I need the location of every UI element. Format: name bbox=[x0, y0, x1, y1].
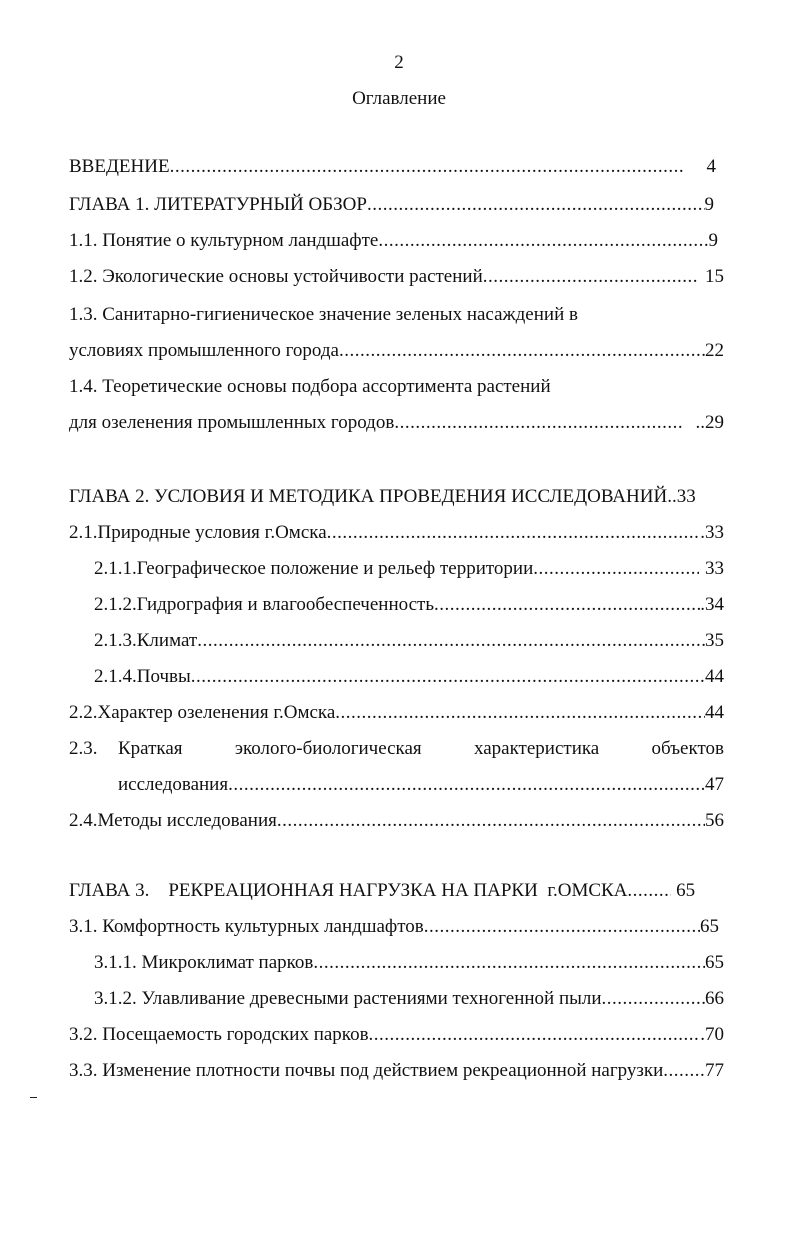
toc-number: 2.4. bbox=[69, 810, 98, 831]
leader-dots bbox=[313, 952, 705, 974]
leader-dots bbox=[602, 988, 705, 1010]
toc-page: 44 bbox=[705, 702, 724, 723]
toc-entry-3-1-2 bbox=[94, 988, 724, 1016]
leader-dots bbox=[197, 630, 705, 652]
toc-entry-2-4 bbox=[69, 810, 724, 838]
toc-page: 66 bbox=[705, 988, 724, 1009]
leader-dots bbox=[378, 230, 708, 252]
toc-entry-2-1 bbox=[69, 522, 724, 550]
leader-dots bbox=[483, 266, 699, 288]
toc-entry-1-2 bbox=[69, 266, 724, 294]
toc-label: 3.1. Комфортность культурных ландшафтов bbox=[69, 916, 424, 937]
leader-dots bbox=[228, 774, 705, 796]
toc-word: эколого-биологическая bbox=[234, 738, 422, 759]
toc-entry-2-1-2 bbox=[94, 594, 724, 622]
toc-title: Оглавление bbox=[352, 88, 446, 109]
toc-entry-chapter-2: ГЛАВА 2. УСЛОВИЯ И МЕТОДИКА ПРОВЕДЕНИЯ ИССЛЕДОВАНИЙ..33 bbox=[69, 486, 696, 507]
toc-label: Характер озеленения г.Омска bbox=[97, 702, 336, 723]
toc-page: 44 bbox=[705, 666, 724, 687]
toc-label: исследования bbox=[118, 774, 229, 795]
toc-label: 1.1. Понятие о культурном ландшафте bbox=[69, 230, 379, 251]
toc-label: ВВЕДЕНИЕ bbox=[69, 156, 170, 177]
leader-dots bbox=[335, 702, 705, 724]
toc-page: 77 bbox=[705, 1060, 724, 1081]
toc-label: 1.2. Экологические основы устойчивости растений bbox=[69, 266, 483, 287]
toc-page: 9 bbox=[704, 194, 714, 215]
toc-number: 2.3. bbox=[69, 738, 98, 759]
leader-dots bbox=[424, 916, 700, 938]
toc-label: Почвы bbox=[136, 666, 191, 687]
toc-label: 3.3. Изменение плотности почвы под действием рекреационной нагрузки bbox=[69, 1060, 664, 1081]
toc-entry-2-1-3 bbox=[94, 630, 724, 658]
toc-page: .33 bbox=[700, 522, 724, 543]
toc-entry-intro bbox=[69, 156, 724, 184]
toc-number: 2.1.4. bbox=[94, 666, 137, 687]
leader-dots bbox=[394, 412, 681, 434]
toc-number: 2.1.3. bbox=[94, 630, 137, 651]
leader-dots bbox=[627, 880, 671, 902]
toc-word: Краткая bbox=[118, 738, 183, 759]
toc-entry-chapter-3 bbox=[69, 880, 724, 908]
toc-entry-2-1-1 bbox=[94, 558, 724, 586]
leader-dots bbox=[533, 558, 699, 580]
toc-label: 3.1.2. Улавливание древесными растениями техногенной пыли bbox=[94, 988, 602, 1009]
toc-entry-3-2 bbox=[69, 1024, 724, 1052]
toc-label: ГЛАВА 1. ЛИТЕРАТУРНЫЙ ОБЗОР bbox=[69, 194, 367, 215]
toc-entry-1-1 bbox=[69, 230, 724, 258]
toc-number: 2.1.1. bbox=[94, 558, 137, 579]
scan-mark bbox=[30, 1097, 37, 1098]
toc-page: 65 bbox=[700, 916, 719, 937]
leader-dots bbox=[327, 522, 701, 544]
toc-page: .70 bbox=[700, 1024, 724, 1045]
leader-dots bbox=[434, 594, 700, 616]
toc-word: характеристика bbox=[473, 738, 600, 759]
toc-label: Методы исследования bbox=[97, 810, 277, 831]
toc-word: объектов bbox=[651, 738, 724, 759]
toc-entry-chapter-1 bbox=[69, 194, 724, 222]
leader-dots bbox=[369, 1024, 701, 1046]
toc-page: 65 bbox=[671, 880, 696, 901]
toc-number: 2.1.2. bbox=[94, 594, 137, 615]
toc-label: Климат bbox=[136, 630, 198, 651]
toc-label: условиях промышленного города bbox=[69, 340, 339, 361]
toc-number: 2.1. bbox=[69, 522, 98, 543]
toc-entry-2-3-line1 bbox=[69, 738, 724, 760]
toc-entry-3-1-1 bbox=[94, 952, 724, 980]
toc-page: 35 bbox=[705, 630, 724, 651]
toc-entry-3-3 bbox=[69, 1060, 724, 1088]
leader-dots bbox=[191, 666, 705, 688]
toc-page: 47 bbox=[705, 774, 724, 795]
leader-dots bbox=[663, 1060, 705, 1082]
toc-label: Гидрография и влагообеспеченность bbox=[136, 594, 434, 615]
leader-dots bbox=[170, 156, 685, 178]
leader-dots bbox=[277, 810, 705, 832]
toc-page: 56 bbox=[705, 810, 724, 831]
leader-dots bbox=[367, 194, 705, 216]
toc-page: 65 bbox=[705, 952, 724, 973]
toc-entry-2-3 bbox=[118, 774, 724, 802]
toc-label: ГЛАВА 3. РЕКРЕАЦИОННАЯ НАГРУЗКА НА ПАРКИ г.ОМСКА bbox=[69, 880, 628, 901]
toc-entry-2-2 bbox=[69, 702, 724, 730]
toc-page: 33 bbox=[705, 558, 724, 579]
toc-label: 3.1.1. Микроклимат парков bbox=[94, 952, 314, 973]
toc-entry-3-1 bbox=[69, 916, 719, 944]
toc-entry-1-4-line1: 1.4. Теоретические основы подбора ассортимента растений bbox=[69, 376, 551, 397]
toc-label: Географическое положение и рельеф территории bbox=[136, 558, 534, 579]
toc-label: для озеленения промышленных городов bbox=[69, 412, 395, 433]
toc-page: 9 bbox=[708, 230, 718, 251]
toc-page: 22 bbox=[705, 340, 724, 361]
page-number: 2 bbox=[394, 52, 404, 73]
toc-page: .34 bbox=[700, 594, 724, 615]
toc-page: 15 bbox=[705, 266, 724, 287]
toc-entry-1-4 bbox=[69, 412, 724, 440]
toc-entry-1-3-line1: 1.3. Санитарно-гигиеническое значение зеленых насаждений в bbox=[69, 304, 578, 325]
toc-number: 2.2. bbox=[69, 702, 98, 723]
toc-entry-2-1-4 bbox=[94, 666, 724, 694]
toc-label: 3.2. Посещаемость городских парков bbox=[69, 1024, 369, 1045]
toc-entry-1-3 bbox=[69, 340, 724, 368]
toc-page: ..29 bbox=[695, 412, 724, 433]
toc-page: 4 bbox=[706, 156, 716, 177]
toc-label: Природные условия г.Омска bbox=[97, 522, 327, 543]
leader-dots bbox=[339, 340, 705, 362]
